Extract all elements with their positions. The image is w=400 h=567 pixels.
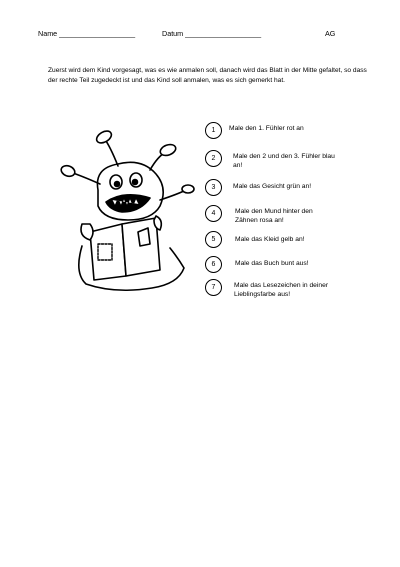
monster-reading-book-icon bbox=[60, 128, 200, 298]
task-number-3: 3 bbox=[205, 179, 222, 196]
task-text-6: Male das Buch bunt aus! bbox=[235, 260, 309, 267]
instructions-text: Zuerst wird dem Kind vorgesagt, was es wie anmalen soll, danach wird das Blatt in der Mitte gefaltet, so dass der rechte Teil zugedeckt ist und das Kind soll anmalen, was es sich gemerkt hat. bbox=[48, 67, 367, 84]
task-text-2: Male den 2 und den 3. Fühler blau an! bbox=[233, 153, 335, 169]
task-text-4: Male den Mund hinter den Zähnen rosa an! bbox=[235, 208, 313, 224]
task-number-4: 4 bbox=[205, 205, 222, 222]
task-number-1: 1 bbox=[205, 122, 222, 139]
ag-label: AG bbox=[325, 29, 336, 38]
task-text-7: Male das Lesezeichen in deiner Lieblingsfarbe aus! bbox=[234, 282, 329, 298]
task-number-7: 7 bbox=[205, 279, 222, 296]
date-field-label: Datum ___________________ bbox=[162, 29, 262, 38]
task-text-3: Male das Gesicht grün an! bbox=[233, 183, 312, 190]
task-number-5: 5 bbox=[205, 231, 222, 248]
task-text-5: Male das Kleid gelb an! bbox=[235, 236, 305, 243]
name-field-label: Name ___________________ bbox=[38, 29, 136, 38]
task-number-6: 6 bbox=[205, 256, 222, 273]
task-text-1: Male den 1. Fühler rot an bbox=[229, 125, 304, 132]
task-number-2: 2 bbox=[205, 150, 222, 167]
